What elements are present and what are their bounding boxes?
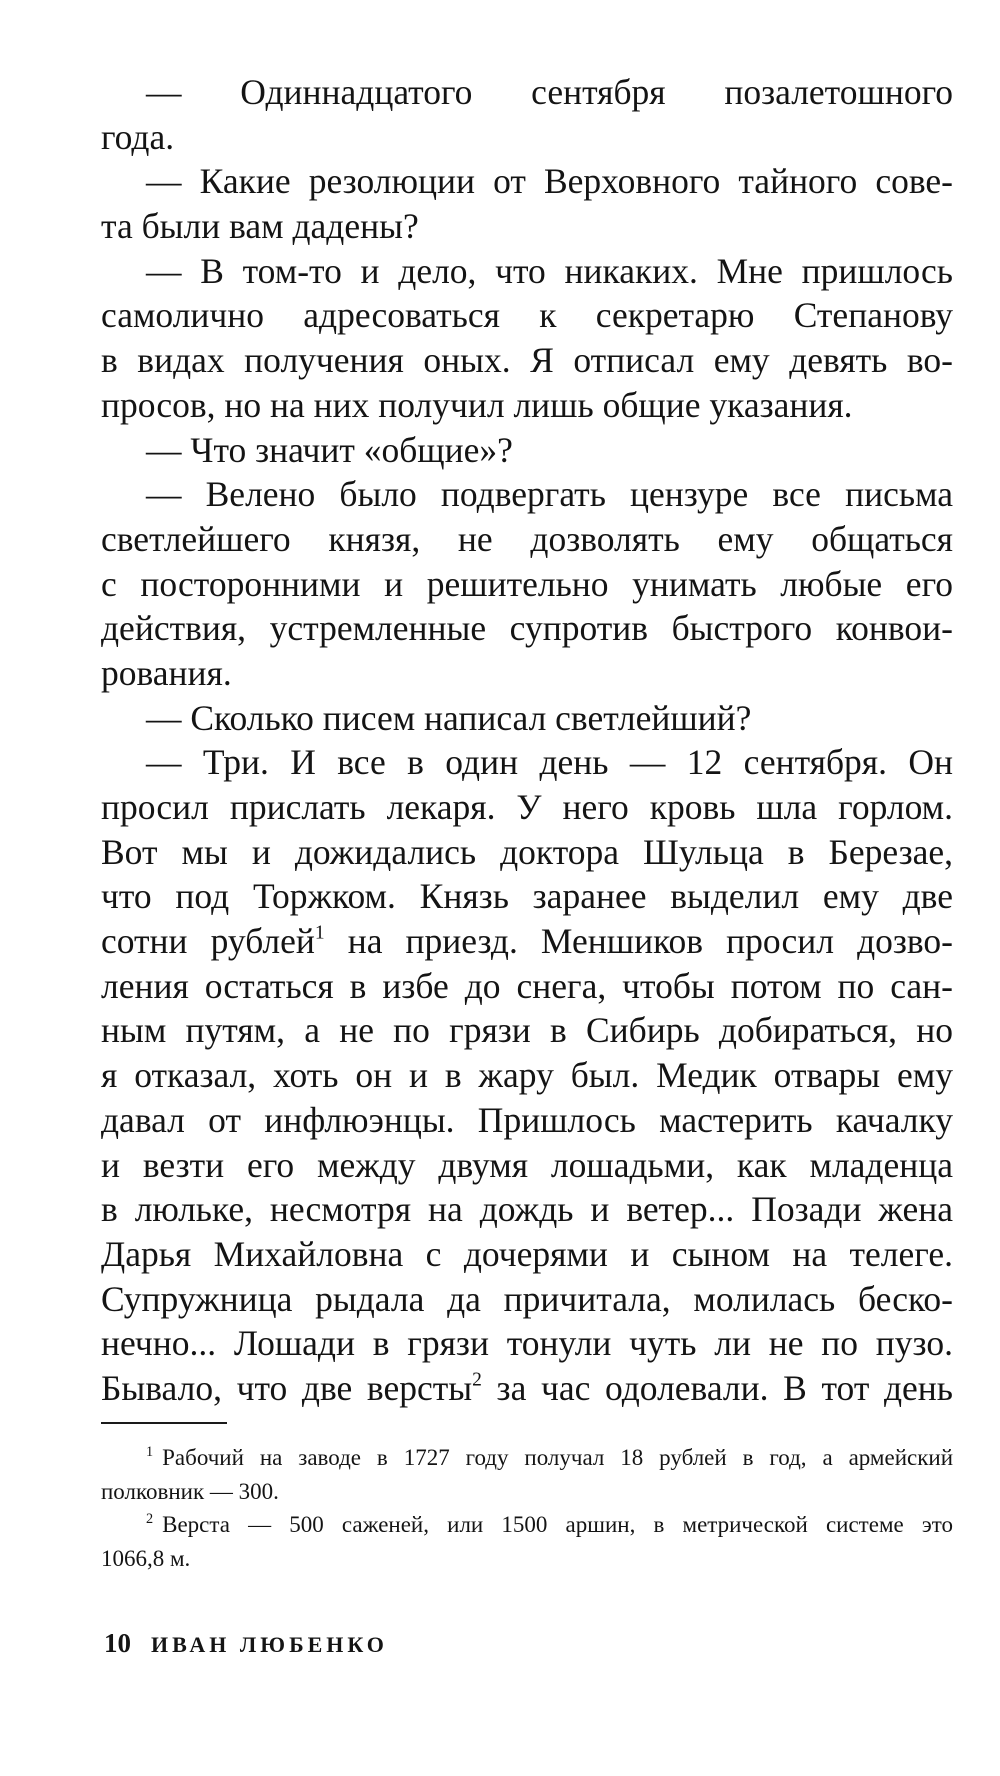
text-line: я отказал, хоть он и в жару был. Медик отвары ему [101,1055,953,1096]
text-line: — Какие резолюции от Верховного тайного сове- [146,161,953,202]
text-segment: на приезд. Меншиков просил дозво- [347,921,953,962]
text-line: давал от инфлюэнцы. Пришлось мастерить качалку [101,1099,953,1140]
text-line: — Велено было подвергать цензуре все письма [146,474,953,515]
running-footer [104,1623,388,1663]
footnote-number: 1 [146,1443,154,1460]
text-line: самолично адресоваться к секретарю Степанову [101,295,953,336]
text-line: Вот мы и дожидались доктора Шульца в Березае, [101,831,953,872]
text-line: — Сколько писем написал светлейший? [146,697,752,738]
text-line-with-footnote-1 [101,919,953,964]
text-line: светлейшего князя, не дозволять ему общаться [101,518,953,559]
text-line: рования. [101,652,232,693]
text-line: года. [101,116,175,157]
author-name: ИВАН ЛЮБЕНКО [151,1632,388,1657]
text-line: ным путям, а не по грязи в Сибирь добираться, но [101,1010,953,1051]
main-text [101,70,953,1411]
text-segment: сотни рублей [101,921,315,962]
text-line: действия, устремленные супротив быстрого конвои- [101,608,953,649]
text-line: — Три. И все в один день — 12 сентября. Он [146,742,953,783]
text-line: Супружница рыдала да причитала, молилась беско- [101,1278,953,1319]
text-line: Дарья Михайловна с дочерями и сыном на телеге. [101,1233,953,1274]
text-line: просов, но на них получил лишь общие указания. [101,384,853,425]
footnote-marker: 1 [314,922,325,944]
footnote-1 [101,1441,953,1475]
text-line: та были вам дадены? [101,206,419,247]
text-line-with-footnote-2 [101,1366,953,1411]
text-line: — В том-то и дело, что никаких. Мне пришлось [146,250,953,291]
footnote-1-continued: полковник — 300. [101,1478,279,1504]
footnote-text: Верста — 500 саженей, или 1500 аршин, в метрической системе это [162,1512,953,1537]
footnote-marker: 2 [472,1369,482,1391]
text-line: в люльке, несмотря на дождь и ветер... Позади жена [101,1189,953,1230]
footnote-2 [101,1508,953,1542]
footnote-text: Рабочий на заводе в 1727 году получал 18 рублей в год, а армейский [162,1445,953,1470]
footnotes [101,1441,953,1575]
footnote-2-continued: 1066,8 м. [101,1545,191,1571]
text-line: что под Торжком. Князь заранее выделил ему две [101,876,953,917]
text-line: просил прислать лекаря. У него кровь шла горлом. [101,787,953,827]
text-segment: за час одолевали. В тот день [496,1367,953,1408]
page-number: 10 [104,1628,131,1658]
text-line: и везти его между двумя лошадьми, как младенца [101,1144,953,1185]
footnote-number: 2 [146,1510,154,1527]
footnote-divider [101,1422,227,1424]
text-line: нечно... Лошади в грязи тонули чуть ли не по пузо. [101,1323,953,1364]
text-segment: Бывало, что две версты [101,1367,473,1408]
text-line: — Одиннадцатого сентября позалетошного [146,72,953,112]
text-line: ления остаться в избе до снега, чтобы потом по сан- [101,965,953,1006]
text-line: в видах получения оных. Я отписал ему девять во- [101,340,953,381]
text-line: — Что значит «общие»? [146,429,513,470]
text-line: с посторонними и решительно унимать любые его [101,563,953,604]
